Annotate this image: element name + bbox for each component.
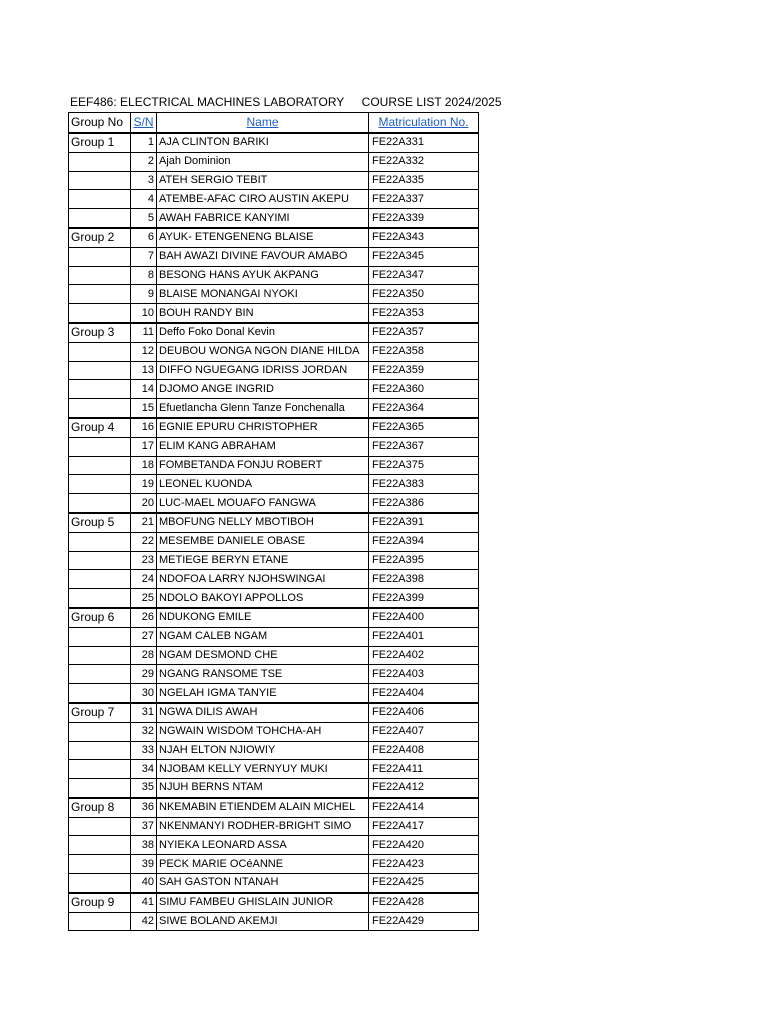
group-cell xyxy=(69,874,131,893)
course-title: EEF486: ELECTRICAL MACHINES LABORATORY xyxy=(70,95,345,109)
header-sn-link[interactable]: S/N xyxy=(131,113,157,134)
table-row xyxy=(69,570,479,589)
matric-cell: FE22A407 xyxy=(369,722,479,741)
header-matric-link[interactable]: Matriculation No. xyxy=(369,113,479,134)
table-row xyxy=(69,760,479,779)
matric-cell: FE22A360 xyxy=(369,380,479,399)
name-cell: NGWA DILIS AWAH xyxy=(157,703,369,722)
group-cell xyxy=(69,779,131,798)
sn-cell: 23 xyxy=(131,551,157,570)
name-cell: NDOLO BAKOYI APPOLLOS xyxy=(157,589,369,608)
group-cell: Group 2 xyxy=(69,228,131,247)
matric-cell: FE22A353 xyxy=(369,304,479,323)
name-cell: Efuetlancha Glenn Tanze Fonchenalla xyxy=(157,399,369,418)
table-row xyxy=(69,380,479,399)
name-cell: ELIM KANG ABRAHAM xyxy=(157,437,369,456)
sn-cell: 1 xyxy=(131,133,157,152)
group-cell xyxy=(69,342,131,361)
table-row xyxy=(69,836,479,855)
table-row xyxy=(69,817,479,836)
table-row xyxy=(69,646,479,665)
table-row xyxy=(69,855,479,874)
sn-cell: 13 xyxy=(131,361,157,380)
sn-cell: 41 xyxy=(131,893,157,912)
sn-cell: 29 xyxy=(131,665,157,684)
sn-cell: 4 xyxy=(131,190,157,209)
matric-cell: FE22A357 xyxy=(369,323,479,342)
name-cell: NGWAIN WISDOM TOHCHA-AH xyxy=(157,722,369,741)
sn-cell: 16 xyxy=(131,418,157,437)
name-cell: DJOMO ANGE INGRID xyxy=(157,380,369,399)
table-row xyxy=(69,133,479,152)
sn-cell: 11 xyxy=(131,323,157,342)
table-row xyxy=(69,912,479,931)
group-cell: Group 5 xyxy=(69,513,131,532)
table-row xyxy=(69,418,479,437)
name-cell: AWAH FABRICE KANYIMI xyxy=(157,209,369,228)
sn-cell: 38 xyxy=(131,836,157,855)
matric-cell: FE22A404 xyxy=(369,684,479,703)
table-body xyxy=(69,133,479,931)
group-cell xyxy=(69,836,131,855)
table-row xyxy=(69,190,479,209)
matric-cell: FE22A403 xyxy=(369,665,479,684)
matric-cell: FE22A367 xyxy=(369,437,479,456)
group-cell xyxy=(69,665,131,684)
table-row xyxy=(69,494,479,513)
sn-cell: 36 xyxy=(131,798,157,817)
sn-cell: 7 xyxy=(131,247,157,266)
matric-cell: FE22A364 xyxy=(369,399,479,418)
sn-cell: 17 xyxy=(131,437,157,456)
table-row xyxy=(69,608,479,627)
name-cell: NGELAH IGMA TANYIE xyxy=(157,684,369,703)
table-row xyxy=(69,513,479,532)
matric-cell: FE22A345 xyxy=(369,247,479,266)
sn-cell: 2 xyxy=(131,152,157,171)
table-row xyxy=(69,323,479,342)
table-row xyxy=(69,798,479,817)
group-cell xyxy=(69,247,131,266)
name-cell: LEONEL KUONDA xyxy=(157,475,369,494)
table-row xyxy=(69,171,479,190)
sn-cell: 18 xyxy=(131,456,157,475)
sn-cell: 40 xyxy=(131,874,157,893)
matric-cell: FE22A399 xyxy=(369,589,479,608)
course-list-sheet xyxy=(68,92,502,931)
name-cell: NJOBAM KELLY VERNYUY MUKI xyxy=(157,760,369,779)
name-cell: NDUKONG EMILE xyxy=(157,608,369,627)
sn-cell: 37 xyxy=(131,817,157,836)
group-cell xyxy=(69,304,131,323)
table-row xyxy=(69,437,479,456)
matric-cell: FE22A395 xyxy=(369,551,479,570)
name-cell: MESEMBE DANIELE OBASE xyxy=(157,532,369,551)
group-cell: Group 3 xyxy=(69,323,131,342)
group-cell xyxy=(69,855,131,874)
sn-cell: 39 xyxy=(131,855,157,874)
group-cell xyxy=(69,817,131,836)
table-row xyxy=(69,152,479,171)
table-row xyxy=(69,532,479,551)
table-row xyxy=(69,551,479,570)
group-cell xyxy=(69,684,131,703)
table-row xyxy=(69,703,479,722)
matric-cell: FE22A337 xyxy=(369,190,479,209)
header-group-no: Group No xyxy=(69,113,131,134)
name-cell: SIMU FAMBEU GHISLAIN JUNIOR xyxy=(157,893,369,912)
table-row xyxy=(69,589,479,608)
group-cell xyxy=(69,551,131,570)
sn-cell: 32 xyxy=(131,722,157,741)
matric-cell: FE22A332 xyxy=(369,152,479,171)
table-row xyxy=(69,665,479,684)
matric-cell: FE22A335 xyxy=(369,171,479,190)
sn-cell: 15 xyxy=(131,399,157,418)
sn-cell: 12 xyxy=(131,342,157,361)
name-cell: LUC-MAEL MOUAFO FANGWA xyxy=(157,494,369,513)
sn-cell: 20 xyxy=(131,494,157,513)
sheet-title xyxy=(68,92,502,112)
name-cell: ATEH SERGIO TEBIT xyxy=(157,171,369,190)
matric-cell: FE22A331 xyxy=(369,133,479,152)
matric-cell: FE22A347 xyxy=(369,266,479,285)
sn-cell: 19 xyxy=(131,475,157,494)
table-row xyxy=(69,209,479,228)
name-cell: SIWE BOLAND AKEMJI xyxy=(157,912,369,931)
matric-cell: FE22A408 xyxy=(369,741,479,760)
matric-cell: FE22A398 xyxy=(369,570,479,589)
student-table xyxy=(68,112,479,931)
name-cell: FOMBETANDA FONJU ROBERT xyxy=(157,456,369,475)
sn-cell: 5 xyxy=(131,209,157,228)
matric-cell: FE22A429 xyxy=(369,912,479,931)
matric-cell: FE22A406 xyxy=(369,703,479,722)
name-cell: NJUH BERNS NTAM xyxy=(157,779,369,798)
group-cell xyxy=(69,266,131,285)
sn-cell: 31 xyxy=(131,703,157,722)
group-cell xyxy=(69,380,131,399)
table-row xyxy=(69,399,479,418)
matric-cell: FE22A428 xyxy=(369,893,479,912)
header-row xyxy=(69,113,479,134)
matric-cell: FE22A343 xyxy=(369,228,479,247)
name-cell: NGANG RANSOME TSE xyxy=(157,665,369,684)
name-cell: METIEGE BERYN ETANE xyxy=(157,551,369,570)
group-cell xyxy=(69,570,131,589)
group-cell xyxy=(69,190,131,209)
name-cell: NKENMANYI RODHER-BRIGHT SIMO xyxy=(157,817,369,836)
name-cell: NYIEKA LEONARD ASSA xyxy=(157,836,369,855)
sn-cell: 27 xyxy=(131,627,157,646)
list-title: COURSE LIST 2024/2025 xyxy=(361,95,502,109)
sn-cell: 24 xyxy=(131,570,157,589)
group-cell: Group 8 xyxy=(69,798,131,817)
sn-cell: 3 xyxy=(131,171,157,190)
table-row xyxy=(69,475,479,494)
group-cell xyxy=(69,152,131,171)
group-cell xyxy=(69,361,131,380)
matric-cell: FE22A391 xyxy=(369,513,479,532)
table-row xyxy=(69,456,479,475)
name-cell: PECK MARIE OCéANNE xyxy=(157,855,369,874)
table-row xyxy=(69,741,479,760)
group-cell xyxy=(69,760,131,779)
matric-cell: FE22A423 xyxy=(369,855,479,874)
sn-cell: 35 xyxy=(131,779,157,798)
table-row xyxy=(69,779,479,798)
name-cell: Deffo Foko Donal Kevin xyxy=(157,323,369,342)
name-cell: EGNIE EPURU CHRISTOPHER xyxy=(157,418,369,437)
group-cell xyxy=(69,646,131,665)
name-cell: NGAM DESMOND CHE xyxy=(157,646,369,665)
name-cell: SAH GASTON NTANAH xyxy=(157,874,369,893)
matric-cell: FE22A412 xyxy=(369,779,479,798)
name-cell: BAH AWAZI DIVINE FAVOUR AMABO xyxy=(157,247,369,266)
table-row xyxy=(69,684,479,703)
group-cell xyxy=(69,209,131,228)
matric-cell: FE22A402 xyxy=(369,646,479,665)
group-cell xyxy=(69,741,131,760)
group-cell xyxy=(69,532,131,551)
name-cell: NGAM CALEB NGAM xyxy=(157,627,369,646)
matric-cell: FE22A420 xyxy=(369,836,479,855)
group-cell: Group 7 xyxy=(69,703,131,722)
table-row xyxy=(69,228,479,247)
sn-cell: 30 xyxy=(131,684,157,703)
group-cell: Group 9 xyxy=(69,893,131,912)
table-row xyxy=(69,361,479,380)
group-cell xyxy=(69,475,131,494)
sn-cell: 14 xyxy=(131,380,157,399)
matric-cell: FE22A425 xyxy=(369,874,479,893)
sn-cell: 25 xyxy=(131,589,157,608)
matric-cell: FE22A383 xyxy=(369,475,479,494)
table-row xyxy=(69,304,479,323)
name-cell: DIFFO NGUEGANG IDRISS JORDAN xyxy=(157,361,369,380)
matric-cell: FE22A394 xyxy=(369,532,479,551)
matric-cell: FE22A339 xyxy=(369,209,479,228)
name-cell: NKEMABIN ETIENDEM ALAIN MICHEL xyxy=(157,798,369,817)
group-cell: Group 6 xyxy=(69,608,131,627)
name-cell: NJAH ELTON NJIOWIY xyxy=(157,741,369,760)
table-row xyxy=(69,874,479,893)
sn-cell: 9 xyxy=(131,285,157,304)
name-cell: BESONG HANS AYUK AKPANG xyxy=(157,266,369,285)
matric-cell: FE22A365 xyxy=(369,418,479,437)
sn-cell: 33 xyxy=(131,741,157,760)
name-cell: MBOFUNG NELLY MBOTIBOH xyxy=(157,513,369,532)
matric-cell: FE22A359 xyxy=(369,361,479,380)
header-name-link[interactable]: Name xyxy=(157,113,369,134)
sn-cell: 34 xyxy=(131,760,157,779)
group-cell xyxy=(69,171,131,190)
name-cell: BOUH RANDY BIN xyxy=(157,304,369,323)
name-cell: AJA CLINTON BARIKI xyxy=(157,133,369,152)
name-cell: DEUBOU WONGA NGON DIANE HILDA xyxy=(157,342,369,361)
sn-cell: 8 xyxy=(131,266,157,285)
name-cell: ATEMBE-AFAC CIRO AUSTIN AKEPU xyxy=(157,190,369,209)
group-cell xyxy=(69,912,131,931)
table-row xyxy=(69,893,479,912)
group-cell xyxy=(69,627,131,646)
group-cell xyxy=(69,456,131,475)
table-row xyxy=(69,247,479,266)
matric-cell: FE22A375 xyxy=(369,456,479,475)
group-cell: Group 4 xyxy=(69,418,131,437)
sn-cell: 42 xyxy=(131,912,157,931)
group-cell: Group 1 xyxy=(69,133,131,152)
name-cell: AYUK- ETENGENENG BLAISE xyxy=(157,228,369,247)
table-row xyxy=(69,266,479,285)
sn-cell: 26 xyxy=(131,608,157,627)
table-row xyxy=(69,285,479,304)
group-cell xyxy=(69,589,131,608)
group-cell xyxy=(69,494,131,513)
name-cell: BLAISE MONANGAI NYOKI xyxy=(157,285,369,304)
name-cell: Ajah Dominion xyxy=(157,152,369,171)
table-row xyxy=(69,722,479,741)
sn-cell: 10 xyxy=(131,304,157,323)
sn-cell: 28 xyxy=(131,646,157,665)
group-cell xyxy=(69,399,131,418)
name-cell: NDOFOA LARRY NJOHSWINGAI xyxy=(157,570,369,589)
group-cell xyxy=(69,285,131,304)
sn-cell: 6 xyxy=(131,228,157,247)
matric-cell: FE22A401 xyxy=(369,627,479,646)
sn-cell: 22 xyxy=(131,532,157,551)
group-cell xyxy=(69,437,131,456)
table-row xyxy=(69,342,479,361)
group-cell xyxy=(69,722,131,741)
matric-cell: FE22A417 xyxy=(369,817,479,836)
matric-cell: FE22A358 xyxy=(369,342,479,361)
matric-cell: FE22A386 xyxy=(369,494,479,513)
matric-cell: FE22A414 xyxy=(369,798,479,817)
matric-cell: FE22A411 xyxy=(369,760,479,779)
table-row xyxy=(69,627,479,646)
sn-cell: 21 xyxy=(131,513,157,532)
matric-cell: FE22A400 xyxy=(369,608,479,627)
matric-cell: FE22A350 xyxy=(369,285,479,304)
